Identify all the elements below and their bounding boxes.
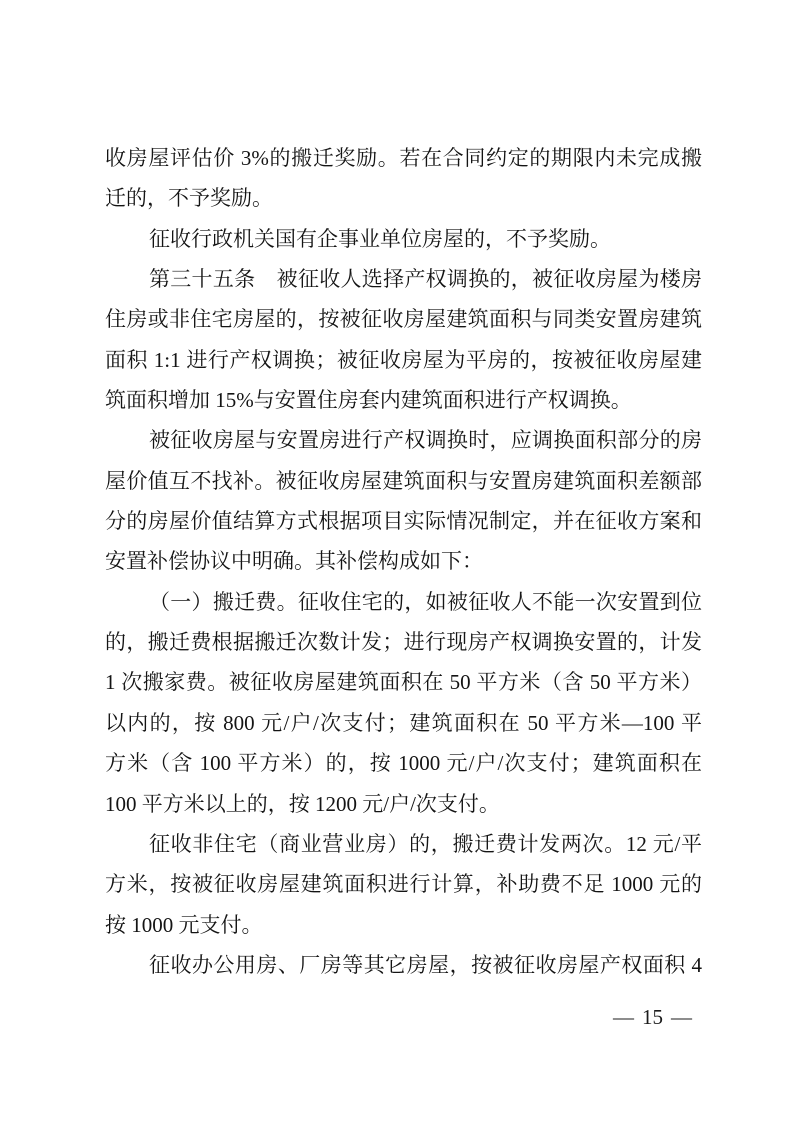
document-line: 征收行政机关国有企事业单位房屋的，不予奖励。 — [149, 226, 611, 251]
document-line: 迁的，不予奖励。 — [105, 186, 273, 211]
document-line: 1 次搬家费。被征收房屋建筑面积在 50 平方米（含 50 平方米） — [105, 670, 702, 695]
document-line: 屋价值互不找补。被征收房屋建筑面积与安置房建筑面积差额部 — [105, 468, 702, 493]
document-line: 方米（含 100 平方米）的，按 1000 元/户/次支付；建筑面积在 — [105, 751, 702, 776]
document-line: 征收办公用房、厂房等其它房屋，按被征收房屋产权面积 4 — [149, 952, 702, 977]
document-line: 被征收房屋与安置房进行产权调换时，应调换面积部分的房 — [149, 428, 702, 453]
document-line: 住房或非住宅房屋的，按被征收房屋建筑面积与同类安置房建筑 — [105, 307, 702, 332]
page-number — [105, 1001, 700, 1033]
document-line: 按 1000 元支付。 — [105, 912, 263, 937]
document-line: 收房屋评估价 3%的搬迁奖励。若在合同约定的期限内未完成搬 — [105, 146, 702, 170]
document-line: 分的房屋价值结算方式根据项目实际情况制定，并在征收方案和 — [105, 509, 702, 534]
document-text — [105, 138, 702, 985]
document-line: （一）搬迁费。征收住宅的，如被征收人不能一次安置到位 — [149, 589, 702, 614]
document-line: 第三十五条 被征收人选择产权调换的，被征收房屋为楼房 — [149, 267, 702, 292]
document-line: 100 平方米以上的，按 1200 元/户/次支付。 — [105, 791, 500, 816]
document-line: 面积 1:1 进行产权调换；被征收房屋为平房的，按被征收房屋建 — [105, 347, 702, 372]
page-number-dash-right: — — [671, 1005, 692, 1029]
document-line: 筑面积增加 15%与安置住房套内建筑面积进行产权调换。 — [105, 388, 632, 413]
document-line: 安置补偿协议中明确。其补偿构成如下： — [105, 549, 483, 574]
document-line: 以内的，按 800 元/户/次支付；建筑面积在 50 平方米—100 平 — [105, 710, 702, 735]
page-number-value: 15 — [642, 1005, 663, 1029]
document-line: 征收非住宅（商业营业房）的，搬迁费计发两次。12 元/平 — [149, 831, 702, 856]
page-number-dash-left: — — [613, 1005, 634, 1029]
document-line: 的，搬迁费根据搬迁次数计发；进行现房产权调换安置的，计发 — [105, 630, 702, 655]
document-line: 方米，按被征收房屋建筑面积进行计算，补助费不足 1000 元的 — [105, 872, 702, 897]
